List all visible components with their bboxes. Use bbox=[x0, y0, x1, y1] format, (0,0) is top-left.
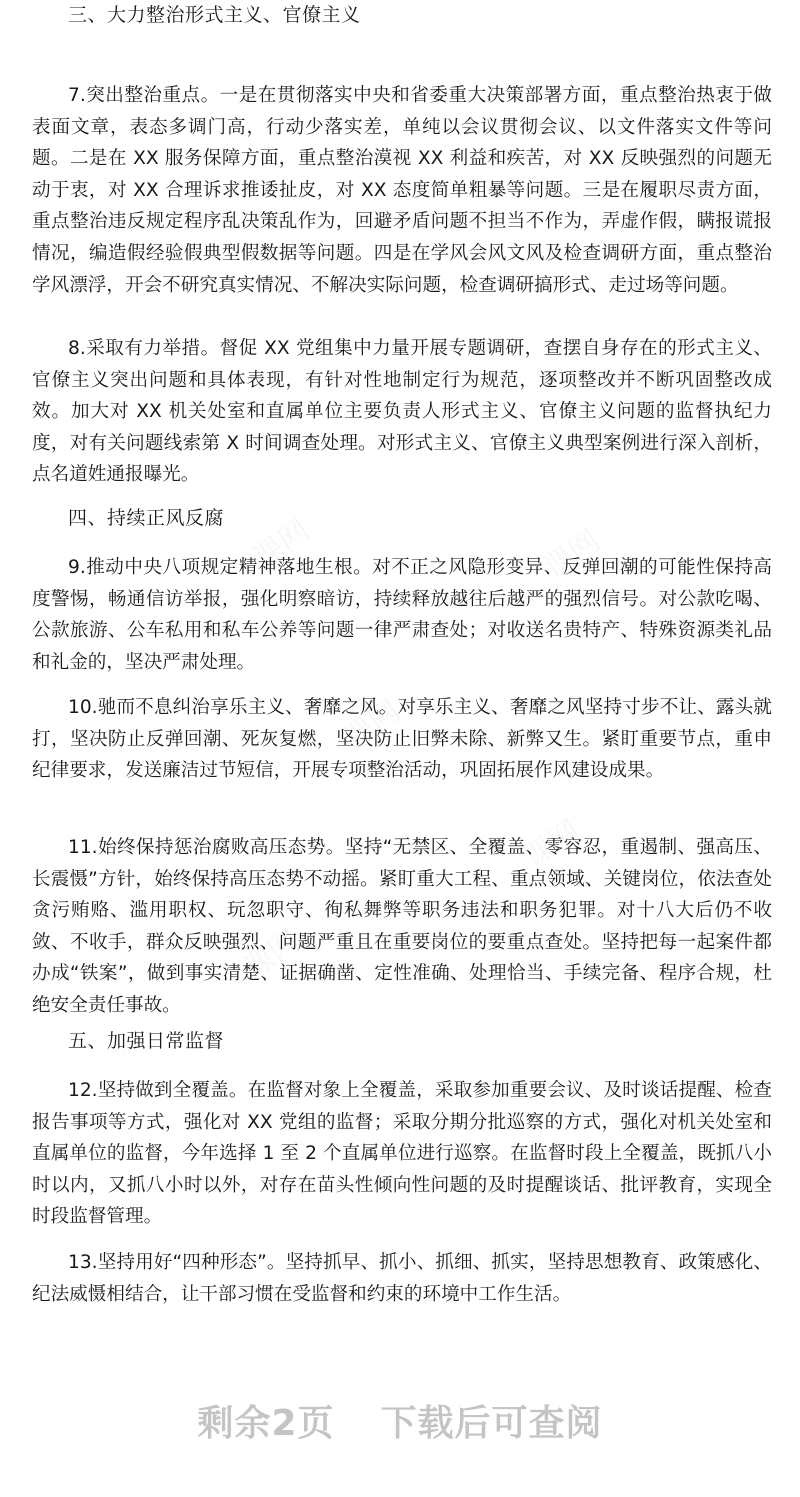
paragraph: 9.推动中央八项规定精神落地生根。对不正之风隐形变异、反弹回潮的可能性保持高度警惕，畅通信访举报，强化明察暗访，持续释放越往后越严的强烈信号。对公款吃喝、公款旅游、公车私用和私车公养等问题一律严肃查处；对收送名贵特产、特殊资源类礼品和礼金的，坚决严肃处理。 bbox=[32, 557, 772, 673]
section-heading: 五、加强日常监督 bbox=[68, 1030, 225, 1052]
paragraph: 7.突出整治重点。一是在贯彻落实中央和省委重大决策部署方面，重点整治热衷于做表面文章，表态多调门高，行动少落实差，单纯以会议贯彻会议、以文件落实文件等问题。二是在 XX 服务保障方面，重点整治漠视 XX 利益和疾苦，对 XX 反映强烈的问题无动于衷，对 XX 合理诉求推诿扯皮，对 XX 态度简单粗暴等问题。三是在履职尽责方面，重点整治违反规定程序乱决策乱作为，回避矛盾问题不担当不作为，弄虚作假，瞒报谎报情况，编造假经验假典型假数据等问题。四是在学风会风文风及检查调研方面，重点整治学风漂浮，开会不研究真实情况、不解决实际问题，检查调研搞形式、走过场等问题。 bbox=[32, 85, 772, 296]
download-to-view-label: 下载后可查阅 bbox=[380, 1403, 603, 1444]
paragraph: 12.坚持做到全覆盖。在监督对象上全覆盖，采取参加重要会议、及时谈话提醒、检查报告事项等方式，强化对 XX 党组的监督；采取分期分批巡察的方式，强化对机关处室和直属单位的监督，今年选择 1 至 2 个直属单位进行巡察。在监督时段上全覆盖，既抓八小时以内，又抓八小时以外，对存在苗头性倾向性问题的及时提醒谈话、批评教育，实现全时段监督管理。 bbox=[32, 1080, 772, 1228]
paragraph: 10.驰而不息纠治享乐主义、奢靡之风。对享乐主义、奢靡之风坚持寸步不让、露头就打，坚决防止反弹回潮、死灰复燃，坚决防止旧弊未除、新弊又生。紧盯重要节点，重申纪律要求，发送廉洁过节短信，开展专项整治活动，巩固拓展作风建设成果。 bbox=[32, 697, 772, 782]
section-heading: 四、持续正风反腐 bbox=[68, 507, 225, 529]
paragraph: 11.始终保持惩治腐败高压态势。坚持“无禁区、全覆盖、零容忍，重遏制、强高压、长震慑”方针，始终保持高压态势不动摇。紧盯重大工程、重点领域、关键岗位，依法查处贪污贿赂、滥用职权、玩忽职守、徇私舞弊等职务违法和职务犯罪。对十八大后仍不收敛、不收手，群众反映强烈、问题严重且在重要岗位的要重点查处。坚持把每一起案件都办成“铁案”，做到事实清楚、证据确凿、定性准确、处理恰当、手续完备、程序合规，杜绝安全责任事故。 bbox=[32, 837, 772, 1016]
paragraph: 8.采取有力举措。督促 XX 党组集中力量开展专题调研，查摆自身存在的形式主义、官僚主义突出问题和具体表现，有针对性地制定行为规范，逐项整改并不断巩固整改成效。加大对 XX 机关处室和直属单位主要负责人形式主义、官僚主义问题的监督执纪力度，对有关问题线索第 X 时间调查处理。对形式主义、官僚主义典型案例进行深入剖析，点名道姓通报曝光。 bbox=[32, 338, 772, 486]
paragraph: 13.坚持用好“四种形态”。坚持抓早、抓小、抓细、抓实，坚持思想教育、政策感化、纪法威慑相结合，让干部习惯在受监督和约束的环境中工作生活。 bbox=[32, 1252, 772, 1305]
download-prompt bbox=[0, 1395, 800, 1446]
section-heading: 三、大力整治形式主义、官僚主义 bbox=[68, 4, 361, 26]
remaining-pages-label: 剩余2页 bbox=[197, 1403, 335, 1444]
